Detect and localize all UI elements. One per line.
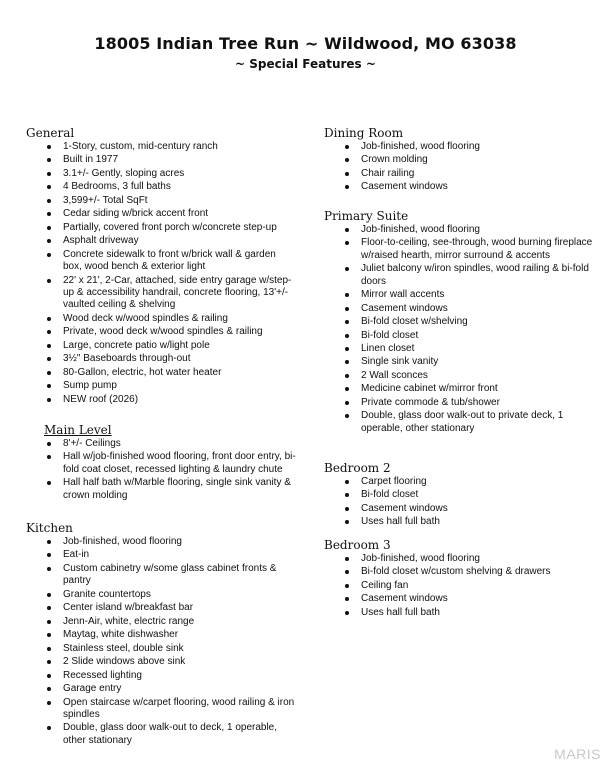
section-title-bedroom-3: Bedroom 3: [324, 538, 391, 552]
section-primary-suite: [324, 209, 594, 436]
feature-item: Garage entry: [26, 683, 296, 695]
feature-item: Cedar siding w/brick accent front: [26, 208, 296, 220]
feature-item: Chair railing: [324, 168, 594, 180]
feature-item: Private, wood deck w/wood spindles & railing: [26, 326, 296, 338]
feature-item: Juliet balcony w/iron spindles, wood railing & bi-fold doors: [324, 263, 594, 288]
feature-item: Linen closet: [324, 343, 594, 355]
feature-item: Medicine cabinet w/mirror front: [324, 383, 594, 395]
feature-item: Asphalt driveway: [26, 235, 296, 247]
feature-item: Built in 1977: [26, 154, 296, 166]
feature-item: Job-finished, wood flooring: [324, 553, 594, 565]
feature-list-kitchen: [26, 536, 296, 747]
section-dining-room: [324, 126, 594, 195]
feature-item: Private commode & tub/shower: [324, 397, 594, 409]
feature-item: Uses hall full bath: [324, 607, 594, 619]
feature-item: 3,599+/- Total SqFt: [26, 195, 296, 207]
feature-item: Double, glass door walk-out to private deck, 1 operable, other stationary: [324, 410, 594, 435]
section-bedroom-2: [324, 461, 594, 530]
section-bedroom-3: [324, 538, 594, 620]
feature-item: Sump pump: [26, 380, 296, 392]
feature-item: 3.1+/- Gently, sloping acres: [26, 168, 296, 180]
feature-item: Casement windows: [324, 593, 594, 605]
feature-item: Hall w/job-finished wood flooring, front door entry, bi-fold coat closet, recessed lighting & laundry chute: [26, 451, 296, 476]
feature-item: Job-finished, wood flooring: [324, 224, 594, 236]
feature-item: Floor-to-ceiling, see-through, wood burning fireplace w/raised hearth, mirror surround & accents: [324, 237, 594, 262]
feature-item: 8'+/- Ceilings: [26, 438, 296, 450]
section-title-primary-suite: Primary Suite: [324, 209, 409, 223]
feature-item: 4 Bedrooms, 3 full baths: [26, 181, 296, 193]
feature-item: Wood deck w/wood spindles & railing: [26, 313, 296, 325]
feature-list-dining-room: [324, 141, 594, 194]
feature-item: Job-finished, wood flooring: [324, 141, 594, 153]
feature-list-bedroom-3: [324, 553, 594, 619]
feature-item: Partially, covered front porch w/concrete step-up: [26, 222, 296, 234]
feature-list-main-level: [26, 438, 296, 502]
feature-item: Bi-fold closet w/shelving: [324, 316, 594, 328]
feature-item: Crown molding: [324, 154, 594, 166]
feature-item: Open staircase w/carpet flooring, wood railing & iron spindles: [26, 697, 296, 722]
section-kitchen: [26, 521, 296, 748]
feature-item: Single sink vanity: [324, 356, 594, 368]
feature-item: Jenn-Air, white, electric range: [26, 616, 296, 628]
feature-item: 2 Slide windows above sink: [26, 656, 296, 668]
feature-item: Maytag, white dishwasher: [26, 629, 296, 641]
watermark-logo: MARIS: [554, 746, 601, 762]
section-title-kitchen: Kitchen: [26, 521, 73, 535]
feature-item: 2 Wall sconces: [324, 370, 594, 382]
feature-item: Carpet flooring: [324, 476, 594, 488]
feature-item: Mirror wall accents: [324, 289, 594, 301]
feature-item: Center island w/breakfast bar: [26, 602, 296, 614]
section-title-general: General: [26, 126, 75, 140]
feature-list-primary-suite: [324, 224, 594, 435]
feature-item: Bi-fold closet: [324, 330, 594, 342]
feature-item: Hall half bath w/Marble flooring, single sink vanity & crown molding: [26, 477, 296, 502]
page-title: 18005 Indian Tree Run ~ Wildwood, MO 63038: [94, 34, 517, 53]
section-title-bedroom-2: Bedroom 2: [324, 461, 391, 475]
feature-item: NEW roof (2026): [26, 394, 296, 406]
feature-item: Uses hall full bath: [324, 516, 594, 528]
feature-item: Bi-fold closet: [324, 489, 594, 501]
feature-item: Concrete sidewalk to front w/brick wall & garden box, wood bench & exterior light: [26, 249, 296, 274]
feature-item: 3½" Baseboards through-out: [26, 353, 296, 365]
feature-item: 80-Gallon, electric, hot water heater: [26, 367, 296, 379]
feature-list-general: [26, 141, 296, 406]
section-main-level-items: [26, 423, 296, 503]
feature-item: 1-Story, custom, mid-century ranch: [26, 141, 296, 153]
section-title-main-level: Main Level: [44, 423, 112, 437]
feature-item: Ceiling fan: [324, 580, 594, 592]
section-general: [26, 126, 296, 407]
section-title-dining-room: Dining Room: [324, 126, 404, 140]
feature-item: Eat-in: [26, 549, 296, 561]
feature-item: Large, concrete patio w/light pole: [26, 340, 296, 352]
feature-item: Recessed lighting: [26, 670, 296, 682]
feature-item: Stainless steel, double sink: [26, 643, 296, 655]
feature-item: Custom cabinetry w/some glass cabinet fronts & pantry: [26, 563, 296, 588]
feature-item: Job-finished, wood flooring: [26, 536, 296, 548]
feature-item: 22' x 21', 2-Car, attached, side entry garage w/step-up & accessibility handrail, concrete flooring, 13'+/- vaulted ceiling & shelving: [26, 275, 296, 312]
feature-item: Casement windows: [324, 503, 594, 515]
feature-list-bedroom-2: [324, 476, 594, 529]
page-subtitle: ~ Special Features ~: [235, 57, 376, 71]
feature-item: Double, glass door walk-out to deck, 1 operable, other stationary: [26, 722, 296, 747]
feature-item: Casement windows: [324, 303, 594, 315]
feature-item: Casement windows: [324, 181, 594, 193]
feature-item: Granite countertops: [26, 589, 296, 601]
feature-item: Bi-fold closet w/custom shelving & drawers: [324, 566, 594, 578]
